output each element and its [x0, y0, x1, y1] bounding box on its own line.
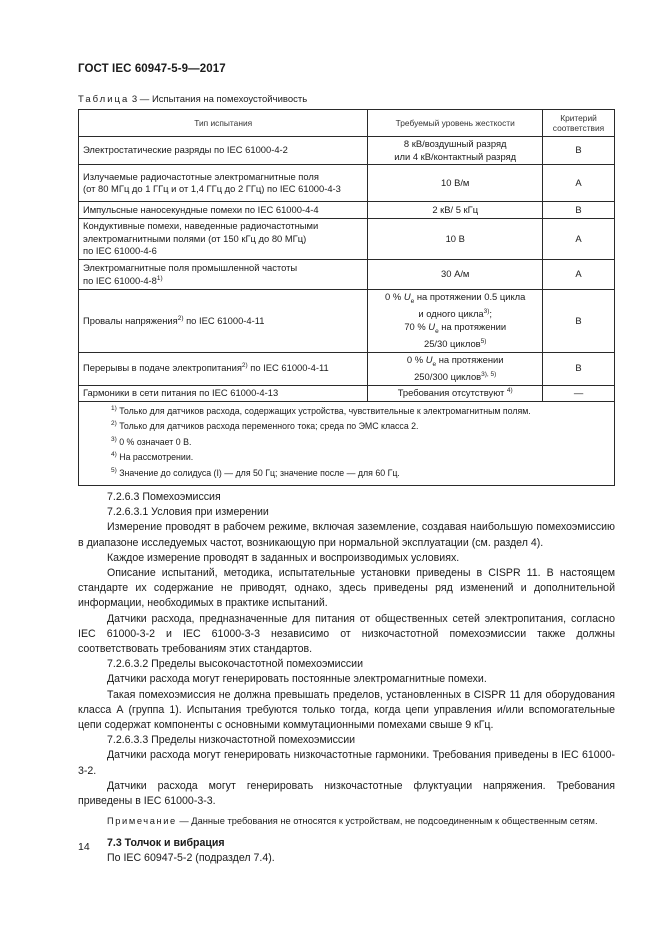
test-line: электромагнитными полями (от 150 кГц до 80 МГц): [83, 232, 307, 244]
table-notes-row: [79, 401, 615, 485]
subsection-heading: 7.2.6.3.2 Пределы высокочастотной помехоэмиссии: [107, 658, 363, 671]
paragraph: Такая помехоэмиссия не должна превышать пределов, установленных в CISPR 11 для оборудования класса А (группа 1). Испытания требуются только тогда, когда цепи управления и/или вспомогательные цепи содержат компоненты с основными коммутационными помехами свыше 9 кГц.: [78, 688, 615, 732]
footnote-number: 4): [111, 451, 117, 459]
footnote-number: 5): [111, 467, 117, 474]
test-cell: Электростатические разряды по IEC 61000-4-2: [79, 137, 368, 165]
paragraph: Датчики расхода, предназначенные для питания от общественных сетей электропитания, согласно IEC 61000-3-2 и IEC 61000-3-3 независимо от низкочастотной помехоэмиссии также должны соответствовать требованиям этих стандартов.: [78, 612, 615, 656]
note-paragraph: [78, 815, 615, 828]
level-text: Требования отсутствуют: [397, 386, 507, 398]
criterion-cell: А: [543, 165, 615, 202]
test-cell: [79, 290, 368, 353]
table-footnotes: [79, 401, 615, 485]
section-heading: 7.2.6.3 Помехоэмиссия: [107, 491, 221, 503]
test-text: Перерывы в подаче электропитания: [83, 362, 242, 374]
table-row: [79, 137, 615, 165]
footnote-ref: 5): [480, 338, 487, 346]
level-cell: [368, 385, 543, 401]
level-cell: 2 кВ/ 5 кГц: [368, 202, 543, 219]
level-cell: [368, 290, 543, 353]
table-footnote: [111, 404, 614, 420]
footnote-ref: 3), 5): [481, 371, 497, 379]
level-text: 250/300 циклов: [414, 371, 482, 383]
test-line: Кондуктивные помехи, наведенные радиочастотными: [83, 220, 319, 232]
test-cell: Импульсные наносекундные помехи по IEC 61000-4-4: [79, 202, 368, 219]
table-caption-label: Таблица: [78, 94, 130, 105]
footnote-text: Значение до солидуса (I) — для 50 Гц; значение после — для 60 Гц.: [116, 468, 400, 478]
table-footnote: [111, 435, 614, 451]
level-text: 70 %: [404, 320, 429, 332]
table-row: [79, 290, 615, 353]
table-row: [79, 165, 615, 202]
col-header-test: Тип испытания: [79, 110, 368, 137]
page-number: 14: [78, 841, 90, 853]
criterion-cell: А: [543, 260, 615, 290]
paragraph: Датчики расхода могут генерировать низкочастотные гармоники. Требования приведены в IEC 61000-3-2.: [78, 749, 615, 777]
subsection-heading: 7.2.6.3.3 Пределы низкочастотной помехоэмиссии: [107, 734, 356, 747]
voltage-symbol: U: [425, 353, 433, 365]
criterion-cell: В: [543, 202, 615, 219]
footnote-number: 2): [111, 420, 117, 428]
standard-header: ГОСТ IEC 60947-5-9—2017: [78, 63, 226, 75]
test-text: по IEC 61000-4-11: [247, 362, 329, 374]
footnote-text: На рассмотрении.: [116, 452, 194, 463]
test-line: Электромагнитные поля промышленной частоты: [83, 262, 298, 273]
footnote-ref: 3): [483, 308, 490, 316]
footnote-text: 0 % означает 0 В.: [116, 436, 192, 447]
footnote-ref: 2): [241, 362, 248, 370]
table-footnote: [111, 466, 614, 482]
level-text: на протяжении: [436, 353, 504, 365]
criterion-cell: В: [543, 352, 615, 385]
test-cell: [79, 219, 368, 260]
level-text: 25/30 циклов: [423, 338, 481, 350]
table-row: [79, 260, 615, 290]
table-row: [79, 385, 615, 401]
subsection-heading: 7.2.6.3.1 Условия при измерении: [107, 506, 269, 519]
footnote-number: 3): [111, 435, 117, 443]
criterion-cell: В: [543, 290, 615, 353]
table-caption-text: 3 — Испытания на помехоустойчивость: [129, 94, 308, 105]
voltage-subscript: e: [435, 327, 439, 335]
paragraph: Каждое измерение проводят в заданных и воспроизводимых условиях.: [107, 551, 460, 564]
level-text: 0 %: [385, 291, 404, 302]
criterion-cell: А: [543, 219, 615, 260]
level-cell: 10 В: [368, 219, 543, 260]
level-text: ;: [489, 308, 493, 320]
test-cell: Гармоники в сети питания по IEC 61000-4-13: [79, 385, 368, 401]
voltage-symbol: U: [403, 291, 411, 302]
test-text: Провалы напряжения: [83, 314, 178, 326]
test-cell: [79, 352, 368, 385]
paragraph: По IEC 60947-5-2 (подраздел 7.4).: [107, 852, 275, 865]
level-text: и одного цикла: [418, 308, 484, 320]
footnote-text: Только для датчиков расхода, содержащих устройства, чувствительные к электромагнитным полям.: [116, 405, 531, 416]
level-cell: 30 А/м: [368, 260, 543, 290]
level-cell: [368, 352, 543, 385]
level-line: 8 кВ/воздушный разряд: [403, 138, 507, 149]
level-text: на протяжении: [438, 320, 507, 332]
criterion-cell: —: [543, 385, 615, 401]
test-text: по IEC 61000-4-11: [183, 314, 265, 326]
level-line: или 4 кВ/контактный разряд: [394, 150, 517, 162]
footnote-text: Только для датчиков расхода переменного тока; среда по ЭМС класса 2.: [116, 421, 419, 432]
col-header-criterion: Критерий соответствия: [543, 110, 615, 137]
voltage-symbol: U: [428, 320, 436, 332]
footnote-ref: 2): [177, 314, 184, 322]
table-row: [79, 202, 615, 219]
paragraph: Датчики расхода могут генерировать постоянные электромагнитные помехи.: [107, 673, 487, 686]
test-line: Излучаемые радиочастотные электромагнитные поля: [83, 170, 319, 182]
table-footnote: [111, 419, 614, 435]
footnote-number: 1): [111, 404, 117, 412]
immunity-table: [78, 109, 615, 486]
test-line: по IEC 61000-4-6: [83, 245, 157, 257]
level-cell: [368, 137, 543, 165]
paragraph: Датчики расхода могут генерировать низкочастотные флуктуации напряжения. Требования приведены в IEC 61000-3-3.: [78, 779, 615, 808]
voltage-subscript: e: [432, 360, 437, 368]
section-title: 7.3 Толчок и вибрация: [107, 837, 225, 850]
table-row: [79, 219, 615, 260]
level-cell: 10 В/м: [368, 165, 543, 202]
level-text: 0 %: [406, 353, 426, 365]
test-cell: [79, 260, 368, 290]
body-text: [78, 490, 615, 867]
test-line: по IEC 61000-4-8: [83, 274, 157, 286]
col-header-level: Требуемый уровень жесткости: [368, 110, 543, 137]
note-label: Примечание: [107, 816, 177, 827]
test-line: (от 80 МГц до 1 ГГц и от 1,4 ГГц до 2 ГГц) по IEC 61000-4-3: [83, 183, 341, 194]
table-footnote: [111, 450, 614, 466]
footnote-ref: 1): [156, 274, 163, 282]
voltage-subscript: e: [410, 297, 415, 305]
paragraph: Описание испытаний, методика, испытательные установки приведены в CISPR 11. В настоящем стандарте их содержание не приводят, однако, здесь приведены ряд изменений и дополнительной информации, необходимых в практике испытаний.: [78, 567, 615, 610]
test-cell: [79, 165, 368, 202]
table-header-row: [79, 110, 615, 137]
paragraph: Измерение проводят в рабочем режиме, включая заземление, создавая наибольшую помехоэмиссию в диапазоне исследуемых частот, возникающую при нормальной эксплуатации (см. раздел 4).: [78, 521, 615, 549]
criterion-cell: В: [543, 137, 615, 165]
table-caption: [78, 94, 307, 105]
note-text: — Данные требования не относятся к устройствам, не подсоединенным к общественным сетям.: [176, 816, 598, 827]
footnote-ref: 4): [506, 386, 513, 394]
level-text: на протяжении 0.5 цикла: [414, 291, 526, 302]
table-row: [79, 352, 615, 385]
